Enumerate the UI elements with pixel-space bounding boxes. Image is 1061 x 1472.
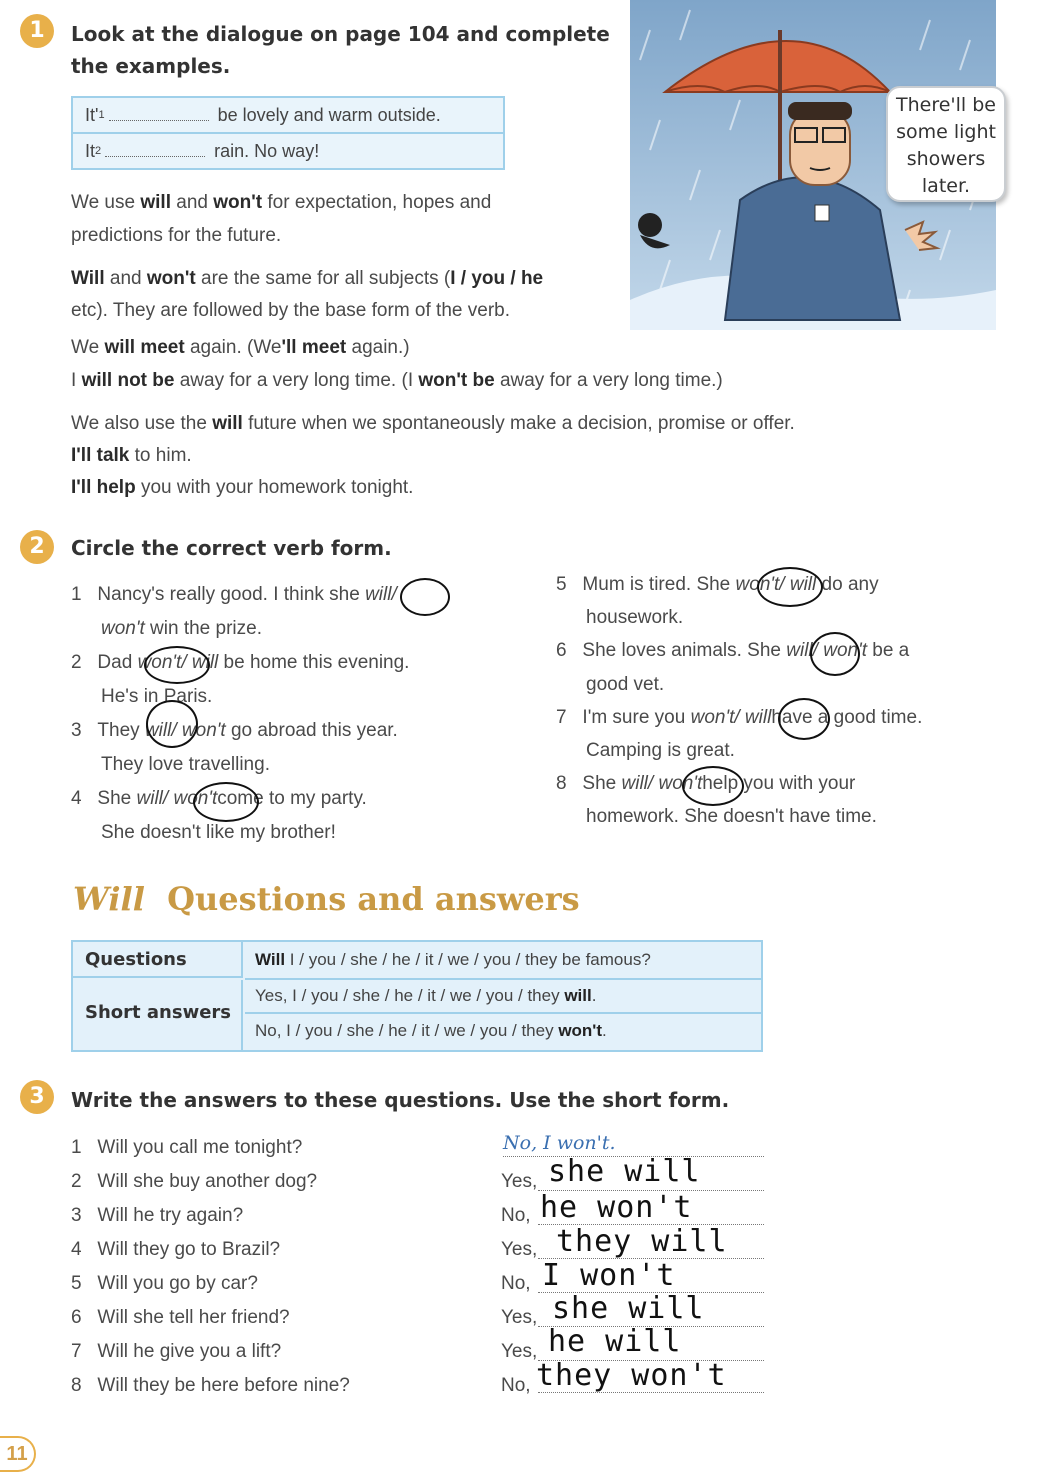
para1-line2: predictions for the future. [71,225,282,246]
answer-7-handwritten[interactable]: he will [548,1324,682,1359]
item-8-line1: 8 She will/ won'thelp you with your [556,773,856,794]
answer-4-handwritten[interactable]: they will [556,1224,728,1259]
item-2-option-wont[interactable]: won't [137,652,182,673]
item-1-line2: won't win the prize. [101,618,262,639]
answer-8-handwritten[interactable]: they won't [536,1358,727,1393]
short-answers-label: Short answers [73,980,243,1050]
para1-line1: We use will and won't for expectation, hopes and [71,192,492,213]
circle-mark-2 [144,646,210,684]
exercise-1-instruction-line2: the examples. [71,54,231,78]
question-7: 7 Will he give you a lift? [71,1341,282,1362]
item-3-line2: They love travelling. [101,754,270,775]
questions-answers-table [71,940,763,1052]
section-title: Will Questions and answers [73,880,580,918]
no-answer-form: No, I / you / she / he / it / we / you / they won't. [255,1021,607,1040]
question-6: 6 Will she tell her friend? [71,1307,290,1328]
item-3-line1: 3 They will/ won't go abroad this year. [71,720,398,741]
item-5-line1: 5 Mum is tired. She won't/ will do any [556,574,879,595]
item-6-option-wont[interactable]: won't [823,640,867,661]
para3: We also use the will future when we spontaneously make a decision, promise or offer. [71,413,795,434]
questions-label: Questions [73,942,243,978]
question-form: Will I / you / she / he / it / we / you / they be famous? [245,942,761,980]
question-1: 1 Will you call me tonight? [71,1137,303,1158]
item-3-option-wont[interactable]: won't [181,720,226,741]
exercise-2-instruction: Circle the correct verb form. [71,536,392,560]
answer-4-prefix: Yes, [501,1239,538,1260]
example-sentence-4: I'll help you with your homework tonight. [71,477,414,498]
question-3: 3 Will he try again? [71,1205,244,1226]
item-6-line2: good vet. [586,674,665,695]
answer-1-example: No, I won't. [503,1132,616,1154]
circle-mark-8 [682,766,744,806]
para2-line1: Will and won't are the same for all subjects (I / you / he [71,268,544,289]
circle-mark-5 [757,567,823,607]
item-8-option-will[interactable]: will [621,773,648,794]
circle-mark-6 [810,632,860,676]
item-4-option-wont[interactable]: won't [173,788,218,809]
item-3-option-will[interactable]: will [144,720,172,741]
item-8-line2: homework. She doesn't have time. [586,806,877,827]
circle-mark-4 [193,782,259,822]
circle-mark-1 [400,578,450,616]
item-7-line1: 7 I'm sure you won't/ willhave a good time. [556,707,923,728]
circle-mark-3 [146,700,198,748]
item-7-option-wont[interactable]: won't [690,707,735,728]
item-8-option-wont[interactable]: won't [658,773,703,794]
item-4-option-will[interactable]: will [136,788,163,809]
speech-bubble: There'll be some light showers later. [886,86,1006,202]
answer-7-prefix: Yes, [501,1341,538,1362]
question-5: 5 Will you go by car? [71,1273,258,1294]
answer-6-handwritten[interactable]: she will [552,1291,705,1326]
answer-8-prefix: No, [501,1375,531,1396]
answer-line-8 [538,1392,764,1393]
item-2-line2: He's in Paris. [101,686,213,707]
para2-line2: etc). They are followed by the base form of the verb. [71,300,510,321]
answer-2-prefix: Yes, [501,1171,538,1192]
question-4: 4 Will they go to Brazil? [71,1239,281,1260]
answer-5-prefix: No, [501,1273,531,1294]
answer-3-prefix: No, [501,1205,531,1226]
blank-1[interactable] [109,102,209,121]
page-number: 11 [0,1436,36,1472]
item-2-option-will[interactable]: will [191,652,219,673]
answer-3-handwritten[interactable]: he won't [540,1190,693,1225]
item-5-option-wont[interactable]: won't [735,574,780,595]
item-6-line1: 6 She loves animals. She will/ won't be a [556,640,910,661]
yes-answer-form: Yes, I / you / she / he / it / we / you / they will. [245,980,761,1014]
example-sentence-3: I'll talk to him. [71,445,192,466]
item-7-option-will[interactable]: will [744,707,772,728]
answer-2-handwritten[interactable]: she will [548,1154,701,1189]
example-table [71,96,505,170]
item-7-line2: Camping is great. [586,740,735,761]
item-4-line2: She doesn't like my brother! [101,822,336,843]
exercise-2-number: 2 [20,530,54,564]
exercise-3-number: 3 [20,1080,54,1114]
item-5-line2: housework. [586,607,684,628]
item-1-option-will[interactable]: will [365,584,392,605]
exercise-1-instruction-line1: Look at the dialogue on page 104 and complete [71,22,610,46]
item-5-option-will[interactable]: will [789,574,817,595]
example-row-2: It$^2$ rain. No way! [73,134,503,168]
item-1-option-wont[interactable]: won't [101,618,145,639]
item-2-line1: 2 Dad won't/ will be home this evening. [71,652,410,673]
blank-2[interactable] [105,138,205,157]
item-4-line1: 4 She will/ won'tcome to my party. [71,788,367,809]
example-row-1: $It'^1$ be lovely and warm outside. [73,98,503,134]
question-2: 2 Will she buy another dog? [71,1171,318,1192]
answer-5-handwritten[interactable]: I won't [542,1258,676,1293]
example-sentence-1: We will meet again. (We'll meet again.) [71,337,410,358]
question-8: 8 Will they be here before nine? [71,1375,350,1396]
item-6-option-will[interactable]: will [786,640,813,661]
exercise-3-instruction: Write the answers to these questions. Use the short form. [71,1088,730,1112]
exercise-1-number: 1 [20,14,54,48]
item-1-line1: 1 Nancy's really good. I think she will/ [71,584,397,605]
answer-6-prefix: Yes, [501,1307,538,1328]
circle-mark-7 [778,698,830,740]
example-sentence-2: I will not be away for a very long time. (I won't be away for a very long time.) [71,370,723,391]
